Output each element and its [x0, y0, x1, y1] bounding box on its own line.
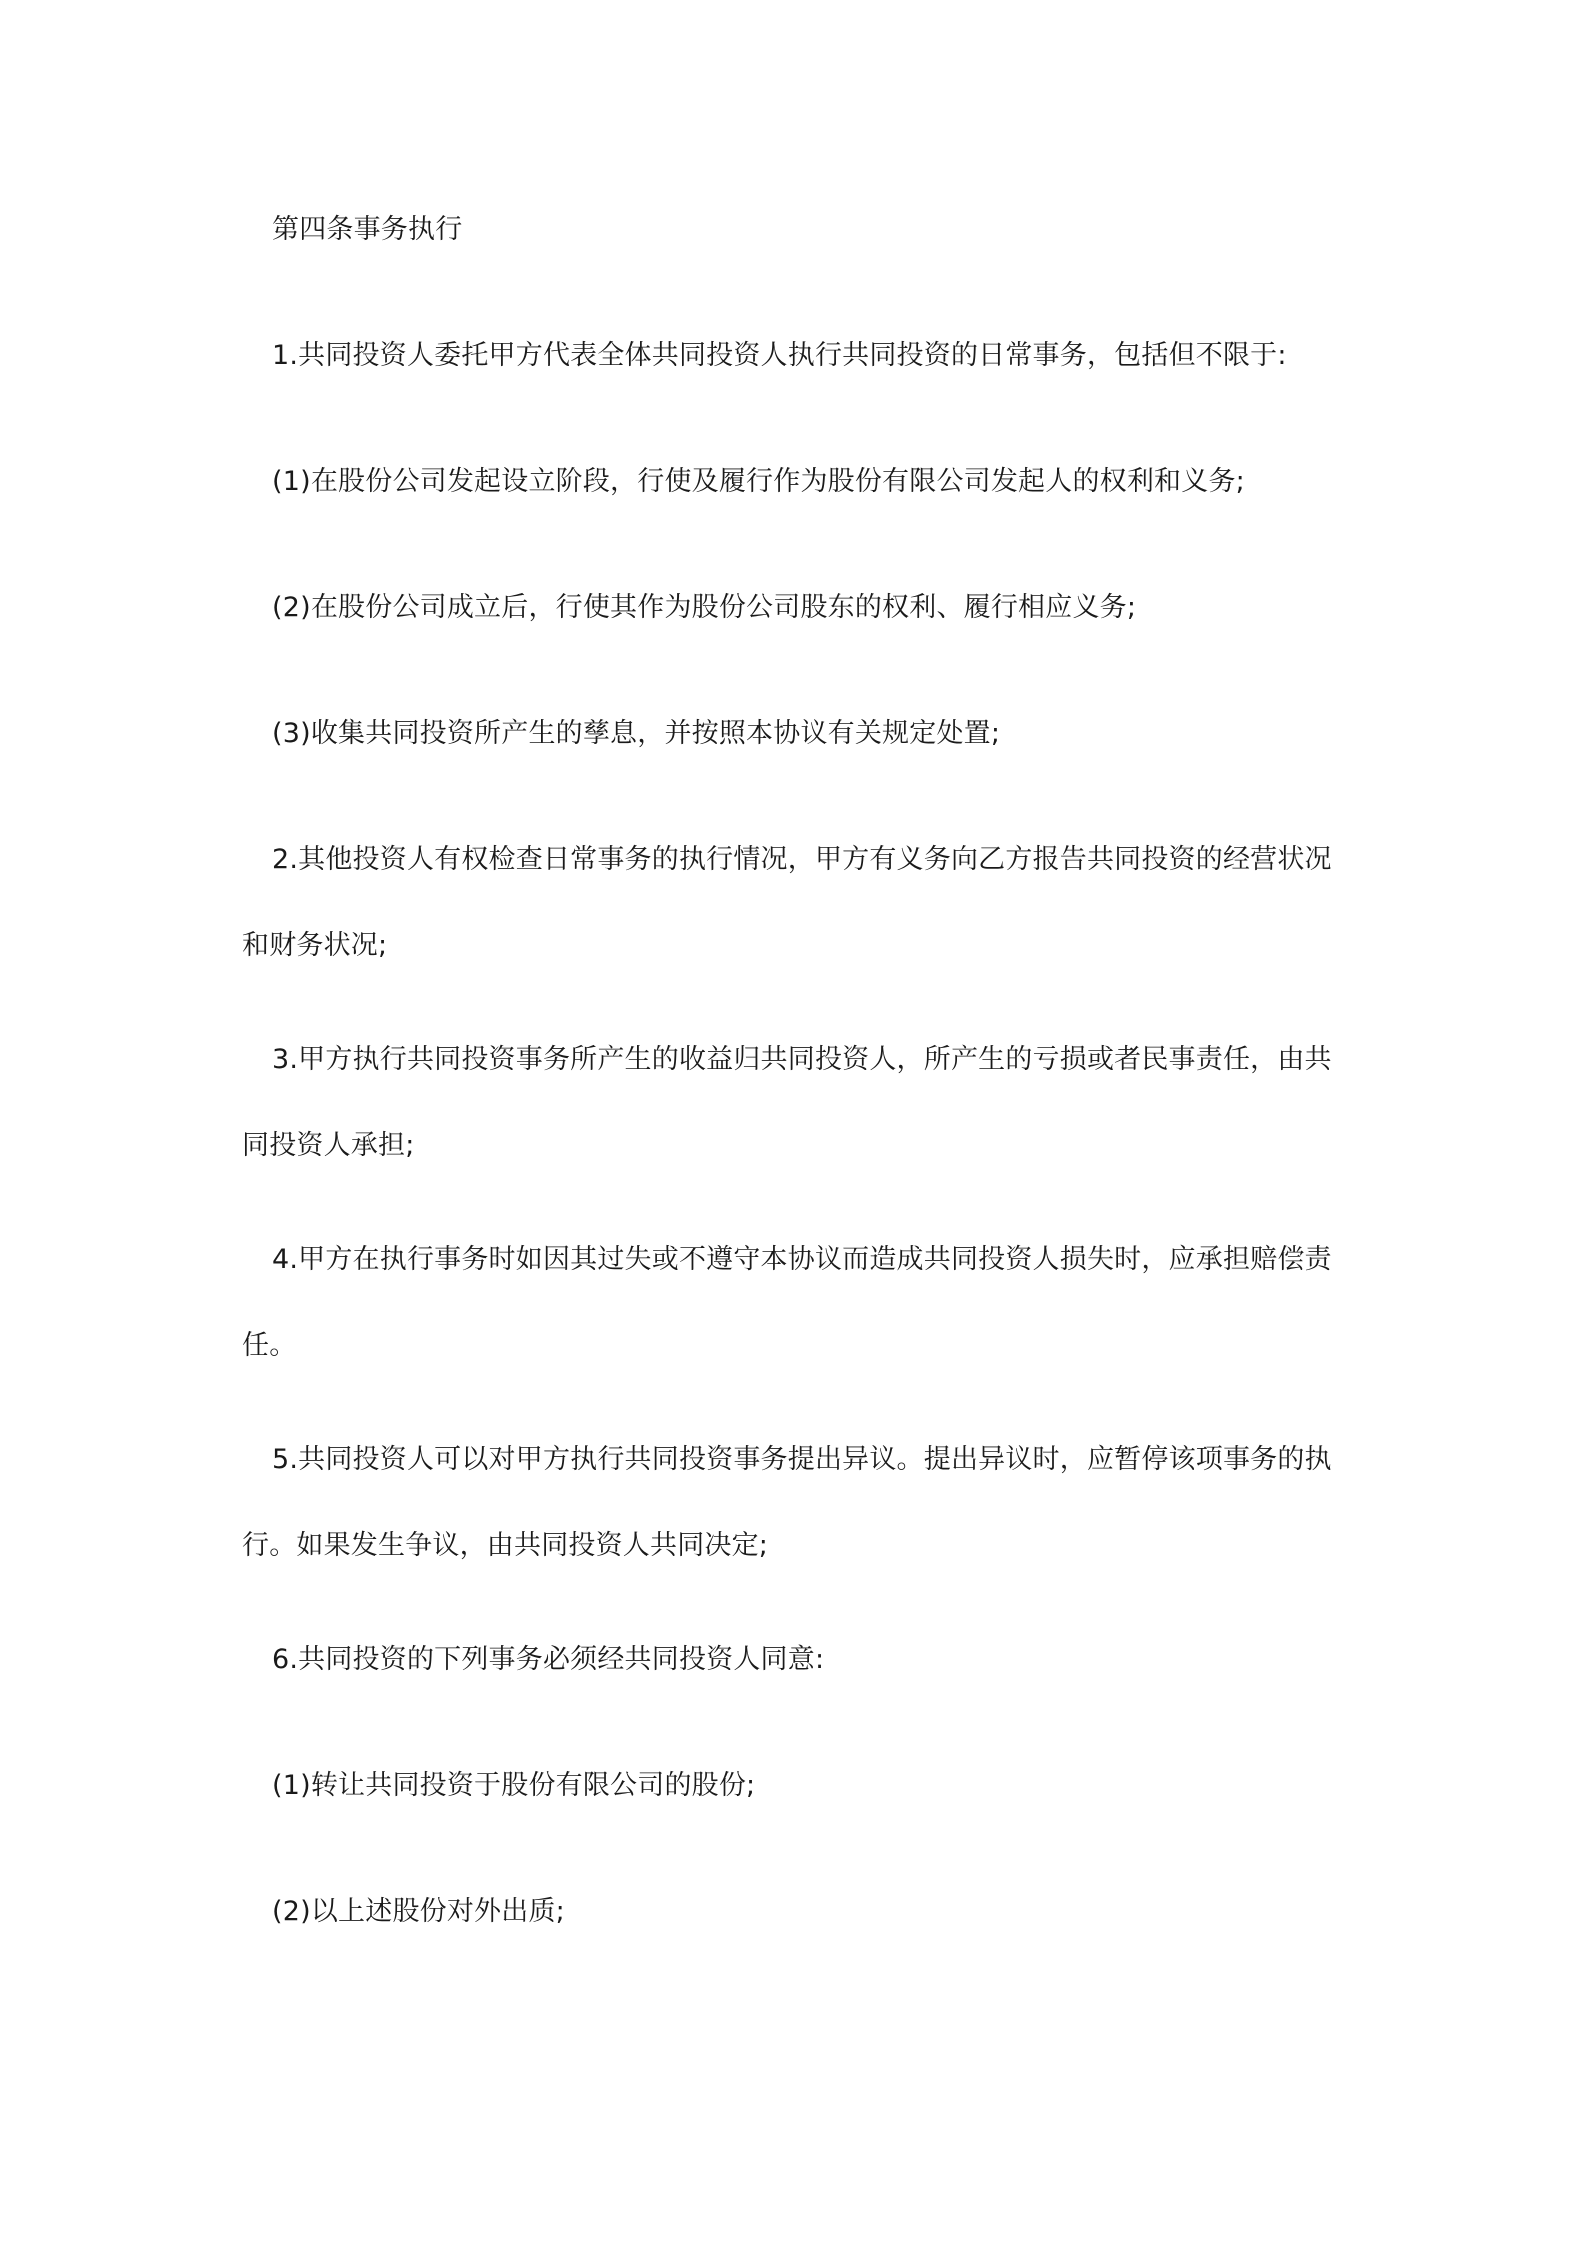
- paragraph-3-line-1: 3.甲方执行共同投资事务所产生的收益归共同投资人，所产生的亏损或者民事责任，由共: [272, 1044, 1332, 1075]
- paragraph-4-line-2: 任。: [242, 1330, 297, 1361]
- paragraph-2-line-2: 和财务状况;: [242, 930, 388, 961]
- paragraph-1-item-3: (3)收集共同投资所产生的孳息，并按照本协议有关规定处置;: [272, 718, 1001, 749]
- paragraph-3-line-2: 同投资人承担;: [242, 1130, 415, 1161]
- paragraph-1-item-2: (2)在股份公司成立后，行使其作为股份公司股东的权利、履行相应义务;: [272, 592, 1137, 623]
- paragraph-5-line-1: 5.共同投资人可以对甲方执行共同投资事务提出异议。提出异议时，应暂停该项事务的执: [272, 1444, 1332, 1475]
- paragraph-2-line-1: 2.其他投资人有权检查日常事务的执行情况，甲方有义务向乙方报告共同投资的经营状况: [272, 844, 1332, 875]
- paragraph-1: 1.共同投资人委托甲方代表全体共同投资人执行共同投资的日常事务，包括但不限于:: [272, 340, 1287, 371]
- article-heading: 第四条事务执行: [272, 214, 463, 245]
- paragraph-6-item-2: (2)以上述股份对外出质;: [272, 1896, 565, 1927]
- paragraph-6: 6.共同投资的下列事务必须经共同投资人同意:: [272, 1644, 825, 1675]
- paragraph-1-item-1: (1)在股份公司发起设立阶段，行使及履行作为股份有限公司发起人的权利和义务;: [272, 466, 1245, 497]
- paragraph-4-line-1: 4.甲方在执行事务时如因其过失或不遵守本协议而造成共同投资人损失时，应承担赔偿责: [272, 1244, 1332, 1275]
- paragraph-6-item-1: (1)转让共同投资于股份有限公司的股份;: [272, 1770, 756, 1801]
- paragraph-5-line-2: 行。如果发生争议，由共同投资人共同决定;: [242, 1530, 769, 1561]
